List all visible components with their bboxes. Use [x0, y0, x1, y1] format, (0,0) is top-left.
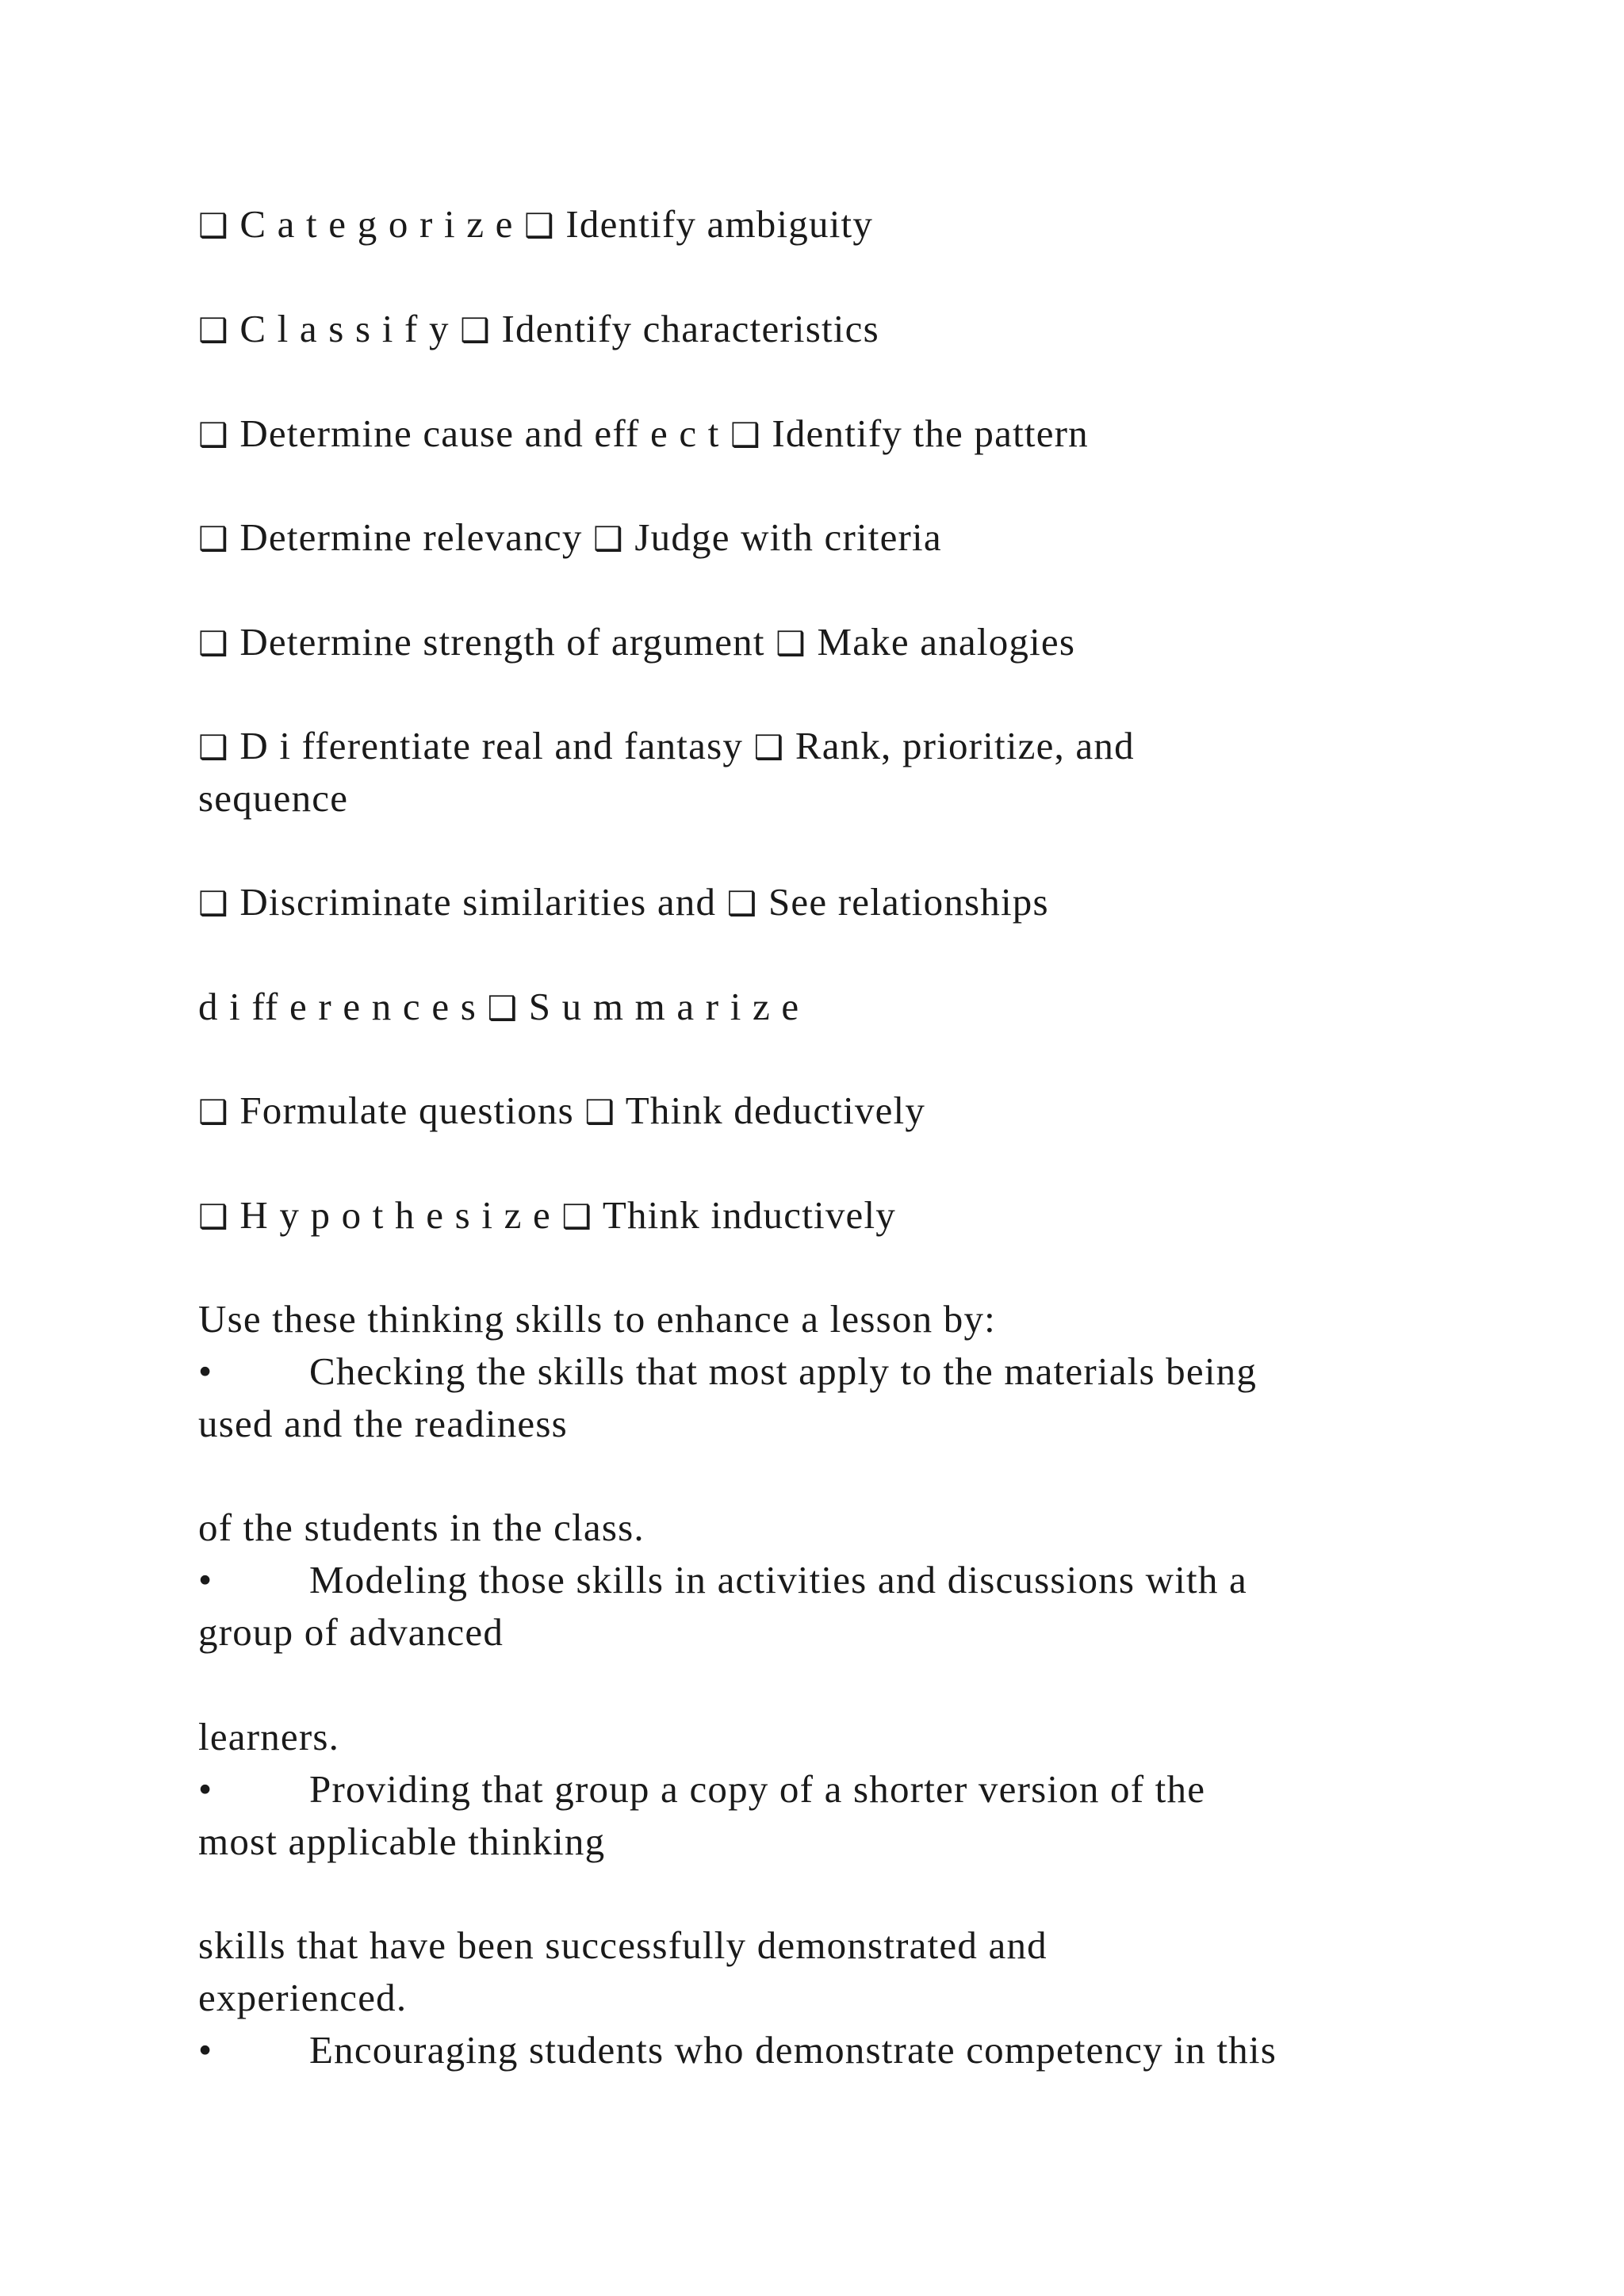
checkbox-icon: ❑ [198, 884, 229, 923]
skill-left: Discriminate similarities and [239, 880, 717, 924]
checkbox-icon: ❑ [561, 1197, 593, 1236]
paragraph-text: of the students in the class. [198, 1506, 645, 1549]
skill-left: d i ff e r e n c e s [198, 985, 477, 1028]
checklist-row [198, 616, 1075, 670]
skill-right: Think inductively [602, 1193, 896, 1237]
bullet-item [198, 1763, 1205, 1816]
skill-left: Determine relevancy [239, 515, 583, 559]
checkbox-icon: ❑ [487, 989, 519, 1027]
skill-right: S u m m a r i z e [528, 985, 800, 1028]
skill-left: C a t e g o r i z e [239, 202, 514, 246]
checklist-row [198, 981, 799, 1035]
bullet-icon: • [198, 2028, 213, 2072]
checklist-row [198, 1085, 925, 1138]
skill-right: Rank, prioritize, and [795, 724, 1135, 767]
checkbox-icon: ❑ [198, 311, 229, 350]
bullet-text: most applicable thinking [198, 1820, 606, 1863]
skill-right: Judge with criteria [634, 515, 942, 559]
skill-left: C l a s s i f y [239, 307, 450, 350]
bullet-icon: • [198, 1767, 213, 1811]
bullet-text: Encouraging students who demonstrate competency in this [309, 2028, 1277, 2072]
checkbox-icon: ❑ [584, 1093, 616, 1131]
checklist-row [198, 720, 1135, 774]
skill-left: Formulate questions [239, 1089, 574, 1132]
checklist-row [198, 876, 1049, 930]
checklist-row [198, 511, 942, 565]
paragraph-text: skills that have been successfully demonstrated and [198, 1923, 1048, 1967]
checkbox-icon: ❑ [524, 206, 555, 245]
checkbox-icon: ❑ [753, 728, 785, 767]
checkbox-icon: ❑ [198, 624, 229, 663]
checkbox-icon: ❑ [198, 728, 229, 767]
checkbox-icon: ❑ [460, 311, 491, 350]
checkbox-icon: ❑ [198, 206, 229, 245]
skill-right: See relationships [768, 880, 1049, 924]
checkbox-icon: ❑ [730, 415, 761, 454]
checklist-row [198, 198, 873, 252]
wrapped-text: sequence [198, 776, 349, 820]
skill-left: Determine strength of argument [239, 620, 765, 664]
intro-text: Use these thinking skills to enhance a lesson by: [198, 1297, 996, 1341]
checkbox-icon: ❑ [726, 884, 758, 923]
skill-left: Determine cause and eff e c t [239, 411, 720, 455]
bullet-text: used and the readiness [198, 1402, 568, 1445]
checklist-row [198, 408, 1089, 461]
skill-left: H y p o t h e s i z e [239, 1193, 551, 1237]
bullet-item [198, 2024, 1277, 2076]
bullet-icon: • [198, 1558, 213, 1601]
bullet-item [198, 1345, 1257, 1398]
checklist-row [198, 1189, 896, 1243]
checkbox-icon: ❑ [593, 519, 624, 558]
bullet-text: Checking the skills that most apply to the materials being [309, 1349, 1258, 1393]
bullet-text: Modeling those skills in activities and discussions with a [309, 1558, 1247, 1601]
checkbox-icon: ❑ [198, 519, 229, 558]
bullet-item [198, 1554, 1247, 1606]
bullet-icon: • [198, 1349, 213, 1393]
checkbox-icon: ❑ [776, 624, 807, 663]
paragraph-text: learners. [198, 1715, 340, 1758]
skill-right: Make analogies [817, 620, 1076, 664]
bullet-text: Providing that group a copy of a shorter version of the [309, 1767, 1206, 1811]
skill-right: Identify ambiguity [565, 202, 874, 246]
skill-right: Identify the pattern [772, 411, 1089, 455]
skill-left: D i fferentiate real and fantasy [239, 724, 744, 767]
checkbox-icon: ❑ [198, 1197, 229, 1236]
checkbox-icon: ❑ [198, 1093, 229, 1131]
paragraph-text: experienced. [198, 1976, 408, 2019]
checklist-row [198, 303, 879, 357]
bullet-text: group of advanced [198, 1610, 504, 1654]
checkbox-icon: ❑ [198, 415, 229, 454]
skill-right: Identify characteristics [501, 307, 879, 350]
skill-right: Think deductively [625, 1089, 926, 1132]
